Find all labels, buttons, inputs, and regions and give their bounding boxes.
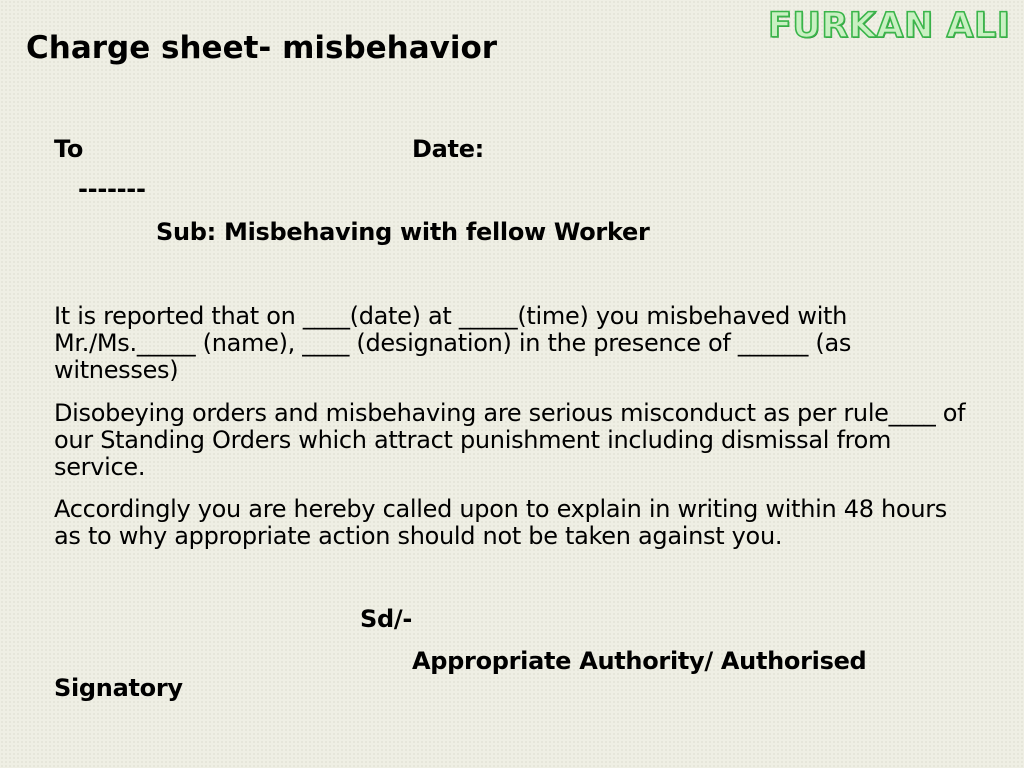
author-watermark: FURKAN ALI [768,6,1011,46]
sd-label: Sd/- [360,605,412,633]
date-label: Date: [412,135,484,163]
paragraph-explanation: Accordingly you are hereby called upon to explain in writing within 48 hours as to why appropriate action should not be taken against you. [54,495,947,550]
subject-line: Sub: Misbehaving with fellow Worker [156,218,650,246]
paragraph-incident: It is reported that on ____(date) at _____(time) you misbehaved with Mr./Ms._____ (name), ____ (designation) in the presence of ______ (as witnesses) [54,302,852,384]
paragraph-misconduct: Disobeying orders and misbehaving are serious misconduct as per rule____ of our Standing Orders which attract punishment including dismissal from service. [54,399,966,481]
addressee-placeholder: ------- [78,175,146,203]
page-title: Charge sheet- misbehavior [26,30,498,66]
signatory-line-1: Appropriate Authority/ Authorised [412,647,867,675]
to-label: To [54,135,84,163]
signatory-line-2: Signatory [54,674,183,702]
